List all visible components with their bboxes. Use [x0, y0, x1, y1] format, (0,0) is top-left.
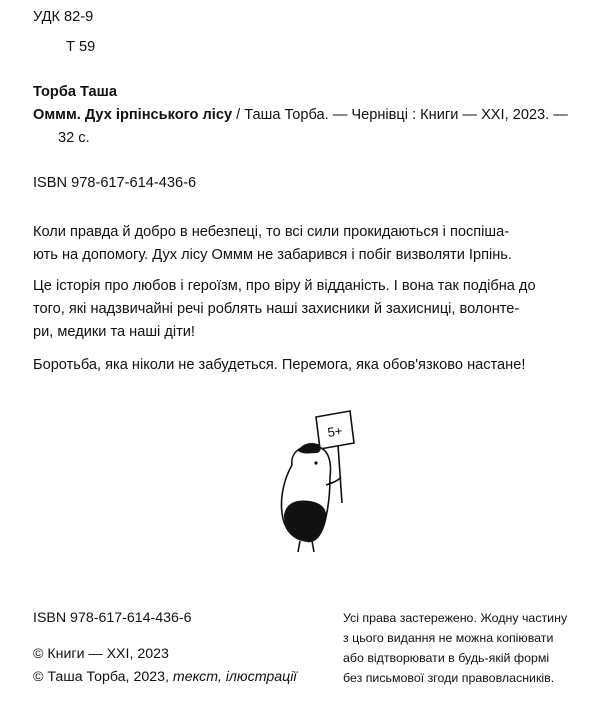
text-line: ють на допомогу. Дух лісу Оммм не забарився і побіг визволяти Ірпінь. — [33, 247, 512, 263]
text-line: ри, медики та наші діти! — [33, 324, 195, 340]
page-count: 32 с. — [58, 130, 90, 146]
copyright-author-prefix: © Таша Торба, 2023, — [33, 669, 173, 685]
author-mark: Т 59 — [66, 39, 96, 55]
creature-eye — [314, 461, 317, 464]
copyright-publisher: © Книги — XXI, 2023 — [33, 646, 169, 662]
annotation-paragraph-1 — [33, 221, 573, 267]
text-line: Це історія про любов і героїзм, про віру й відданість. І вона так подібна до — [33, 278, 536, 294]
notice-line: або відтворювати в будь-якій формі — [343, 651, 550, 665]
author-name: Торба Таша — [33, 84, 117, 100]
isbn-bottom: ISBN 978-617-614-436-6 — [33, 610, 192, 626]
text-line: Коли правда й добро в небезпеці, то всі сили прокидаються і поспіша- — [33, 224, 510, 240]
book-title: Оммм. Дух ірпінського лісу — [33, 107, 233, 123]
bibliographic-details: / Таша Торба. — Чернівці : Книги — XXI, 2023. — — [232, 107, 568, 123]
notice-line: без письмової згоди правовласників. — [343, 671, 555, 685]
copyright-author — [33, 668, 297, 686]
annotation-paragraph-2 — [33, 275, 573, 344]
character-illustration — [270, 405, 360, 555]
udk-index: УДК 82-9 — [33, 9, 94, 25]
age-rating-label: 5+ — [326, 423, 344, 440]
text-line: Боротьба, яка ніколи не забудеться. Перемога, яка обов'язково настане! — [33, 357, 526, 373]
annotation-paragraph-3 — [33, 354, 573, 377]
isbn-top: ISBN 978-617-614-436-6 — [33, 175, 197, 191]
notice-line: з цього видання не можна копіювати — [343, 631, 554, 645]
rights-notice — [343, 608, 583, 688]
bibliographic-entry — [33, 106, 568, 124]
creature-leg-right — [312, 541, 314, 552]
notice-line: Усі права застережено. Жодну частину — [343, 611, 568, 625]
creature-hat — [298, 443, 321, 454]
creature-leg-left — [298, 541, 300, 552]
sign-stick — [338, 445, 342, 503]
copyright-author-scope: текст, ілюстрації — [172, 669, 297, 685]
text-line: того, які надзвичайні речі роблять наші захисники й захисниці, волонте- — [33, 301, 520, 317]
